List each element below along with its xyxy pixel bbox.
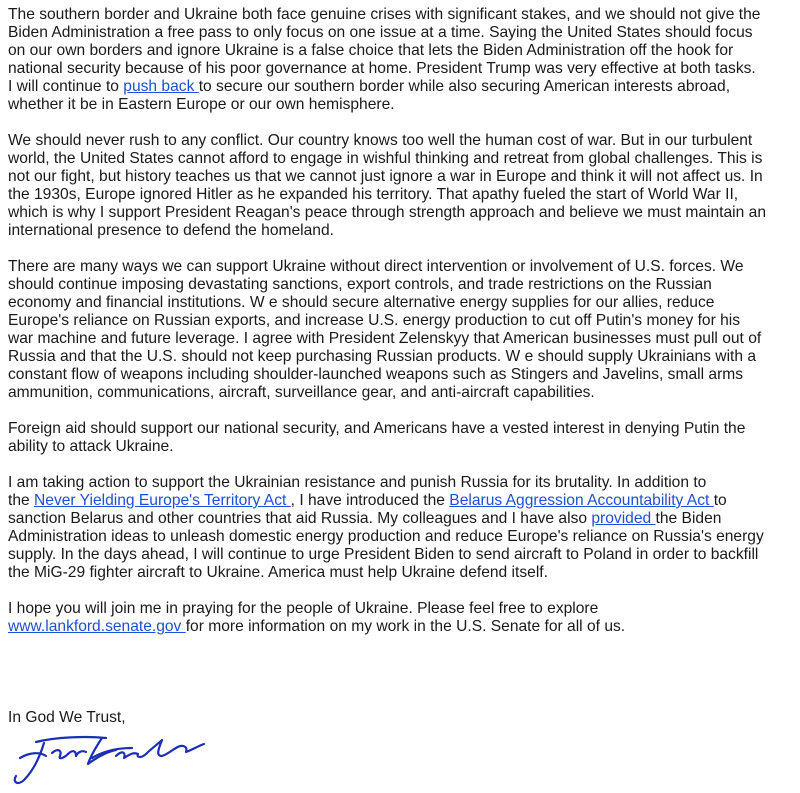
text-line: We should never rush to any conflict. Our country knows too well the human cost of war. But in our turbulent: [8, 132, 753, 149]
paragraph-closing-request: [8, 600, 792, 636]
text-line: I hope you will join me in praying for the people of Ukraine. Please feel free to explore: [8, 600, 599, 617]
text-line: supply. In the days ahead, I will continue to urge President Biden to send aircraft to Poland in order to backfill: [8, 546, 759, 563]
text-line: ammunition, communications, aircraft, surveillance gear, and anti-aircraft capabilities.: [8, 384, 595, 401]
text-line: constant flow of weapons including shoulder-launched weapons such as Stingers and Javelins, small arms: [8, 366, 744, 383]
text-line: war machine and future leverage. I agree with President Zelenskyy that American businesses must pull out of: [8, 330, 762, 347]
text-line: ability to attack Ukraine.: [8, 438, 174, 455]
signature-image: [6, 728, 211, 790]
text-segment: I will continue to: [8, 78, 124, 95]
paragraph-support-ways: [8, 258, 792, 402]
text-segment: the Biden: [655, 510, 722, 527]
text-line: on our own borders and ignore Ukraine is a false choice that lets the Biden Administration off the hook for: [8, 42, 734, 59]
paragraph-conflict: [8, 132, 792, 240]
text-line: There are many ways we can support Ukraine without direct intervention or involvement of U.S. forces. We: [8, 258, 744, 275]
text-line: The southern border and Ukraine both face genuine crises with significant stakes, and we should not give the: [8, 6, 761, 23]
text-line: Russia and that the U.S. should not keep purchasing Russian products. W e should supply Ukrainians with a: [8, 348, 757, 365]
text-line: Europe's reliance on Russian exports, and increase U.S. energy production to cut off Putin's money for his: [8, 312, 741, 329]
text-segment: to: [713, 492, 727, 509]
closing-salutation: In God We Trust,: [8, 709, 126, 726]
text-line: the 1930s, Europe ignored Hitler as he expanded his territory. That apathy fueled the start of World War II,: [8, 186, 739, 203]
senate-website-link[interactable]: www.lankford.senate.gov: [8, 618, 186, 635]
text-line: international presence to defend the homeland.: [8, 222, 334, 239]
text-line: economy and financial institutions. W e should secure alternative energy supplies for our allies, reduce: [8, 294, 715, 311]
text-line: not our fight, but history teaches us that we cannot just ignore a war in Europe and think it will not affect us. In: [8, 168, 763, 185]
text-line: should continue imposing devastating sanctions, export controls, and trade restrictions on the Russian: [8, 276, 712, 293]
text-line: Administration ideas to unleash domestic energy production and reduce Europe's reliance on Russia's energy: [8, 528, 764, 545]
never-yielding-act-link[interactable]: Never Yielding Europe's Territory Act: [34, 492, 291, 509]
paragraph-border-ukraine: [8, 6, 792, 114]
text-segment: for more information on my work in the U.S. Senate for all of us.: [185, 618, 626, 635]
paragraph-action: [8, 474, 792, 582]
text-line: Biden Administration a free pass to only focus on one issue at a time. Saying the United States should focus: [8, 24, 753, 41]
text-line: Foreign aid should support our national security, and Americans have a vested interest in denying Putin the: [8, 420, 746, 437]
text-segment: the: [8, 492, 35, 509]
text-segment: sanction Belarus and other countries that aid Russia. My colleagues and I have also: [8, 510, 592, 527]
text-segment: , I have introduced the: [290, 492, 450, 509]
text-line: I am taking action to support the Ukrainian resistance and punish Russia for its brutality. In addition to: [8, 474, 707, 491]
text-line: world, the United States cannot afford to engage in wishful thinking and retreat from global challenges. This is: [8, 150, 763, 167]
text-line: national security because of his poor governance at home. President Trump was very effective at both tasks.: [8, 60, 756, 77]
letter-body: [8, 6, 792, 654]
paragraph-foreign-aid: [8, 420, 792, 456]
belarus-act-link[interactable]: Belarus Aggression Accountability Act: [449, 492, 714, 509]
text-line: which is why I support President Reagan's peace through strength approach and believe we must maintain an: [8, 204, 766, 221]
text-segment: to secure our southern border while also securing American interests abroad,: [198, 78, 731, 95]
text-line: the MiG-29 fighter aircraft to Ukraine. America must help Ukraine defend itself.: [8, 564, 548, 581]
provided-link[interactable]: provided: [591, 510, 656, 527]
push-back-link[interactable]: push back: [123, 78, 199, 95]
text-line: whether it be in Eastern Europe or our own hemisphere.: [8, 96, 395, 113]
